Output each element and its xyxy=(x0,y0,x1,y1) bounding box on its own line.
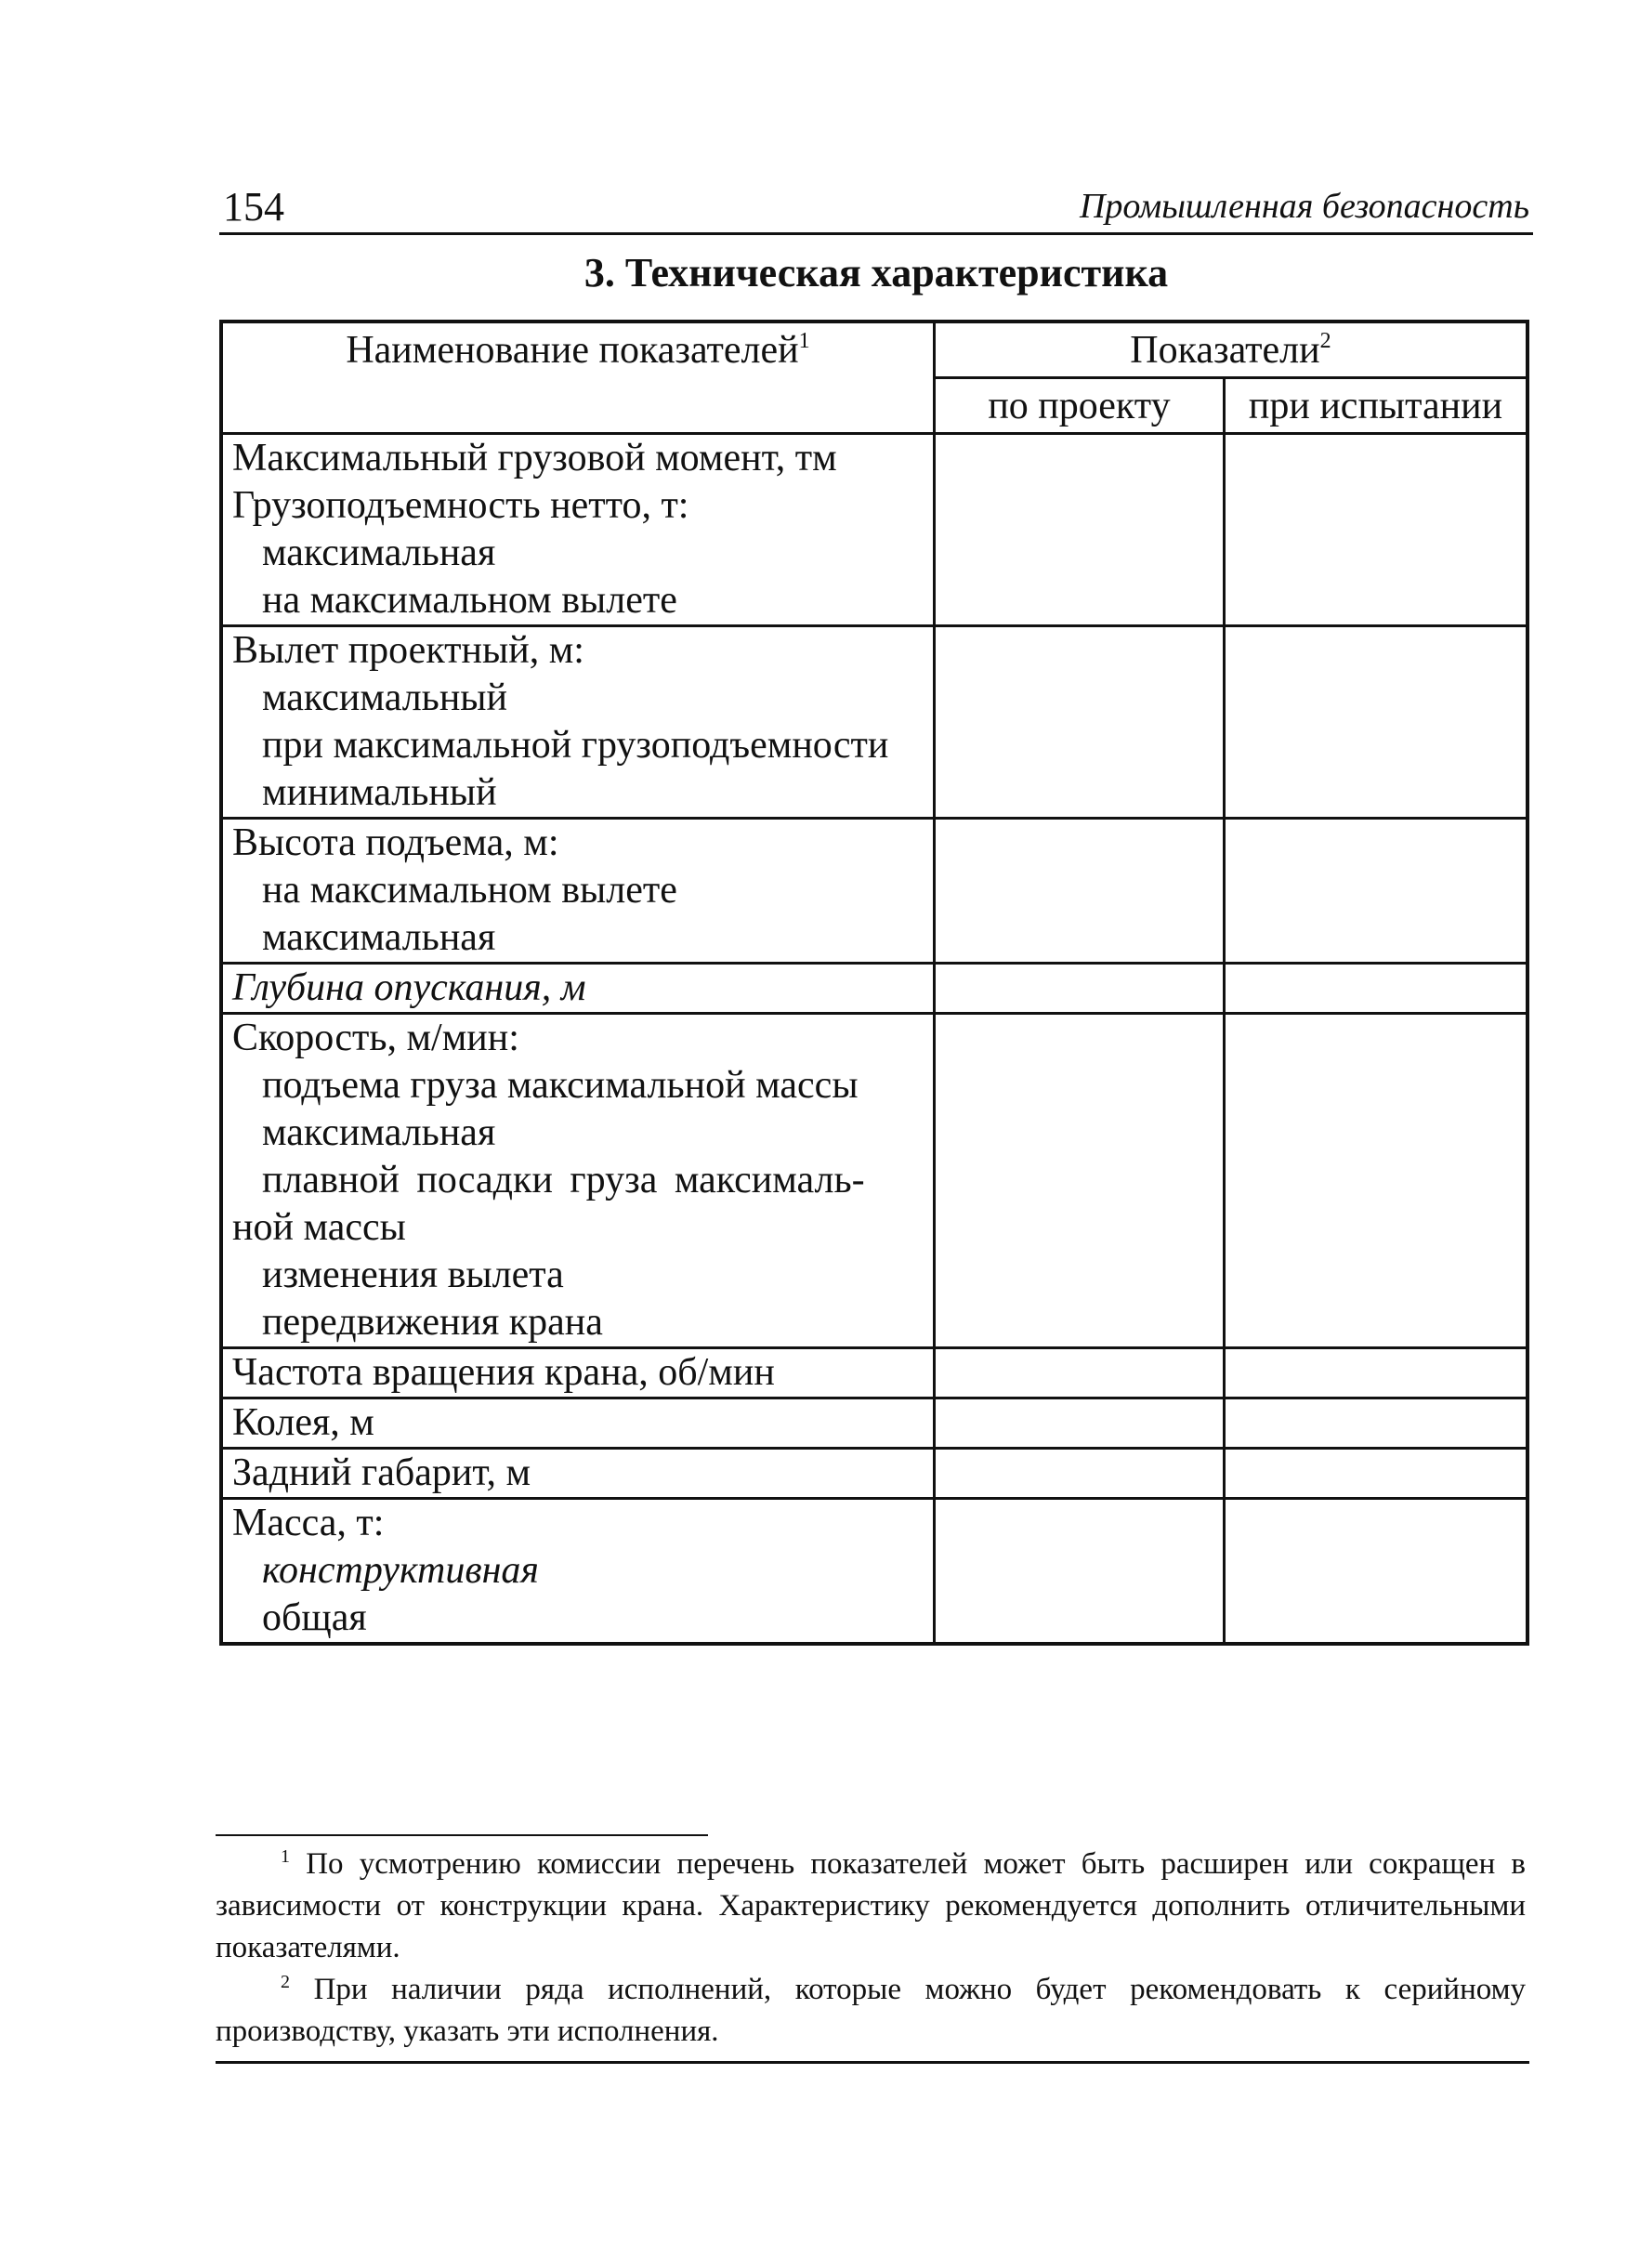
value-cell-test xyxy=(1224,626,1527,819)
header-indicator-name: Наименование показателей$^1$ xyxy=(221,322,934,434)
footnotes xyxy=(216,1844,1526,2053)
table-row xyxy=(221,1398,1527,1449)
indicator-cell: Масса, т: конструктивная общая xyxy=(221,1499,934,1645)
section-title: 3. Техническая характеристика xyxy=(583,250,1169,295)
value-cell-test xyxy=(1224,1348,1527,1398)
bottom-divider xyxy=(216,2061,1529,2064)
table-row xyxy=(221,964,1527,1014)
indicator-cell: Вылет проектный, м: максимальный при максимальной грузоподъемности минимальный xyxy=(221,626,934,819)
value-cell-test xyxy=(1224,1449,1527,1499)
value-cell-project xyxy=(934,434,1224,626)
indicator-cell: Частота вращения крана, об/мин xyxy=(221,1348,934,1398)
value-cell-project xyxy=(934,819,1224,964)
value-cell-test xyxy=(1224,1014,1527,1348)
footnote-divider xyxy=(216,1834,708,1836)
header-indicators: Показатели$^2$ xyxy=(934,322,1527,378)
indicator-cell: Скорость, м/мин: подъема груза максимальной массы максимальная плавной посадки груза максималь- ной массы изменения вылета передвижения крана xyxy=(221,1014,934,1348)
value-cell-test xyxy=(1224,1398,1527,1449)
value-cell-test xyxy=(1224,434,1527,626)
table-header-row xyxy=(221,322,1527,378)
header-by-project: по проекту xyxy=(934,378,1224,434)
table-row xyxy=(221,434,1527,626)
footnote-1: $^1$ По усмотрению комиссии перечень показателей может быть расширен или сокращен в зависимости от конструкции крана. Характеристику рекомендуется дополнить отличительными показателями. xyxy=(216,1846,1527,1964)
value-cell-project xyxy=(934,1499,1224,1645)
indicator-cell: Задний габарит, м xyxy=(221,1449,934,1499)
table-row xyxy=(221,819,1527,964)
value-cell-project xyxy=(934,1348,1224,1398)
running-title: Промышленная безопасность xyxy=(1079,187,1529,226)
table-row xyxy=(221,1348,1527,1398)
value-cell-test xyxy=(1224,1499,1527,1645)
value-cell-project xyxy=(934,626,1224,819)
technical-spec-table xyxy=(219,320,1529,1646)
value-cell-test xyxy=(1224,964,1527,1014)
header-at-test: при испытании xyxy=(1224,378,1527,434)
indicator-cell: Максимальный грузовой момент, тм Грузоподъемность нетто, т: максимальная на максимальном вылете xyxy=(221,434,934,626)
value-cell-project xyxy=(934,1398,1224,1449)
value-cell-project xyxy=(934,1014,1224,1348)
indicator-cell: Глубина опускания, м xyxy=(221,964,934,1014)
table-row xyxy=(221,1014,1527,1348)
value-cell-project xyxy=(934,1449,1224,1499)
table-row xyxy=(221,1449,1527,1499)
page-number: 154 xyxy=(223,184,284,230)
value-cell-project xyxy=(934,964,1224,1014)
footnote-2: $^2$ При наличии ряда исполнений, которые можно будет рекомендовать к серийному производству, указать эти исполнения. xyxy=(216,1972,1526,2048)
value-cell-test xyxy=(1224,819,1527,964)
table-row xyxy=(221,626,1527,819)
page-header xyxy=(219,178,1533,235)
indicator-cell: Колея, м xyxy=(221,1398,934,1449)
indicator-cell: Высота подъема, м: на максимальном вылете максимальная xyxy=(221,819,934,964)
table-row xyxy=(221,1499,1527,1645)
